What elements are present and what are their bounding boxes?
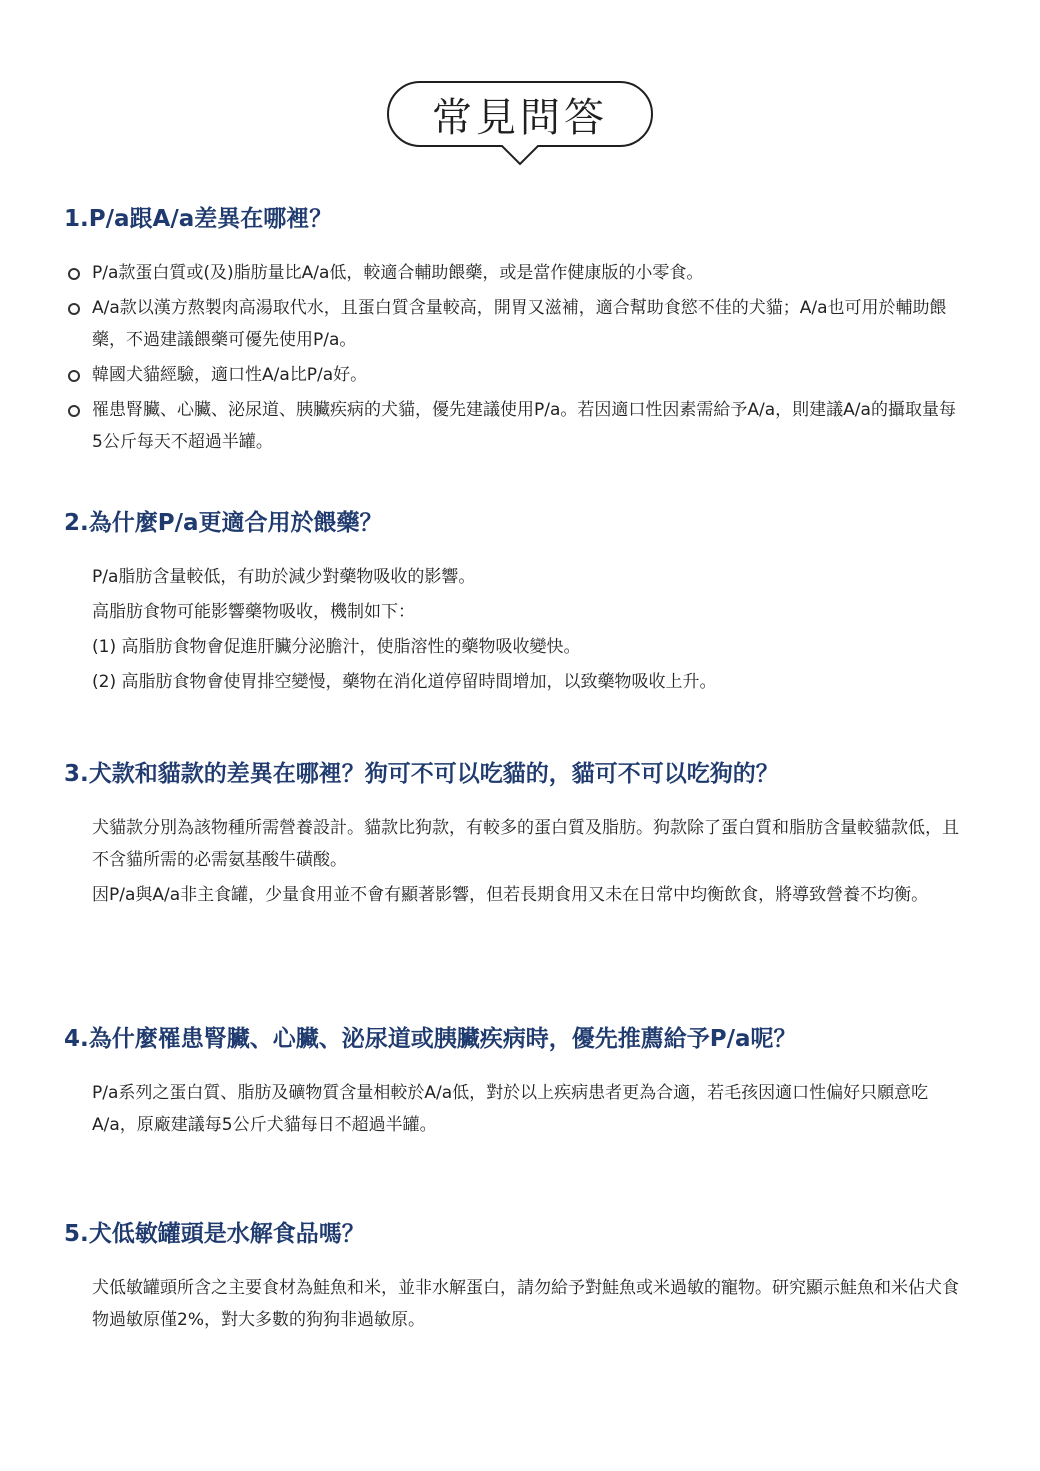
faq-section-1 [64,204,964,461]
faq-question: 1.P/a跟A/a差異在哪裡？ [64,206,333,232]
page-title: 常見問答 [432,94,608,141]
circle-bullet-icon [68,370,80,382]
answer-paragraph: 犬低敏罐頭所含之主要食材為鮭魚和米，並非水解蛋白，請勿給予對鮭魚或米過敏的寵物。研究顯示鮭魚和米佔犬食物過敏原僅2%，對大多數的狗狗非過敏原。 [92,1278,959,1330]
faq-answer-list [64,257,964,458]
list-item [64,394,964,458]
answer-paragraph: (2) 高脂肪食物會使胃排空變慢，藥物在消化道停留時間增加，以致藥物吸收上升。 [92,672,717,692]
faq-section-4 [64,1024,964,1144]
faq-question: 4.為什麼罹患腎臟、心臟、泌尿道或胰臟疾病時，優先推薦給予P/a呢？ [64,1026,797,1052]
answer-paragraph: P/a系列之蛋白質、脂肪及礦物質含量相較於A/a低，對於以上疾病患者更為合適，若毛孩因適口性偏好只願意吃A/a，原廠建議每5公斤犬貓每日不超過半罐。 [92,1083,929,1135]
circle-bullet-icon [68,268,80,280]
list-item-text: P/a款蛋白質或(及)脂肪量比A/a低，較適合輔助餵藥，或是當作健康版的小零食。 [92,263,704,283]
faq-answer [92,561,964,698]
list-item [64,257,964,289]
answer-paragraph: P/a脂肪含量較低，有助於減少對藥物吸收的影響。 [92,567,476,587]
answer-paragraph: (1) 高脂肪食物會促進肝臟分泌膽汁，使脂溶性的藥物吸收變快。 [92,637,581,657]
faq-answer [92,1272,964,1336]
list-item-text: 韓國犬貓經驗，適口性A/a比P/a好。 [92,365,368,385]
faq-question: 5.犬低敏罐頭是水解食品嗎？ [64,1221,365,1247]
faq-question: 3.犬款和貓款的差異在哪裡？狗可不可以吃貓的，貓可不可以吃狗的？ [64,761,779,787]
title-speech-bubble [386,80,654,166]
answer-paragraph: 因P/a與A/a非主食罐，少量食用並不會有顯著影響，但若長期食用又未在日常中均衡飲食，將導致營養不均衡。 [92,885,929,905]
faq-section-3 [64,759,964,914]
answer-paragraph: 高脂肪食物可能影響藥物吸收，機制如下： [92,602,415,622]
list-item [64,359,964,391]
faq-section-5 [64,1219,964,1339]
list-item [64,292,964,356]
faq-answer [92,812,964,911]
faq-section-2 [64,508,964,701]
answer-paragraph: 犬貓款分別為該物種所需營養設計。貓款比狗款，有較多的蛋白質及脂肪。狗款除了蛋白質和脂肪含量較貓款低，且不含貓所需的必需氨基酸牛磺酸。 [92,818,959,870]
circle-bullet-icon [68,405,80,417]
list-item-text: A/a款以漢方熬製肉高湯取代水，且蛋白質含量較高，開胃又滋補，適合幫助食慾不佳的犬貓；A/a也可用於輔助餵藥，不過建議餵藥可優先使用P/a。 [92,298,947,350]
list-item-text: 罹患腎臟、心臟、泌尿道、胰臟疾病的犬貓，優先建議使用P/a。若因適口性因素需給予A/a，則建議A/a的攝取量每5公斤每天不超過半罐。 [92,400,956,452]
faq-answer [92,1077,964,1141]
faq-question: 2.為什麼P/a更適合用於餵藥？ [64,510,383,536]
circle-bullet-icon [68,303,80,315]
